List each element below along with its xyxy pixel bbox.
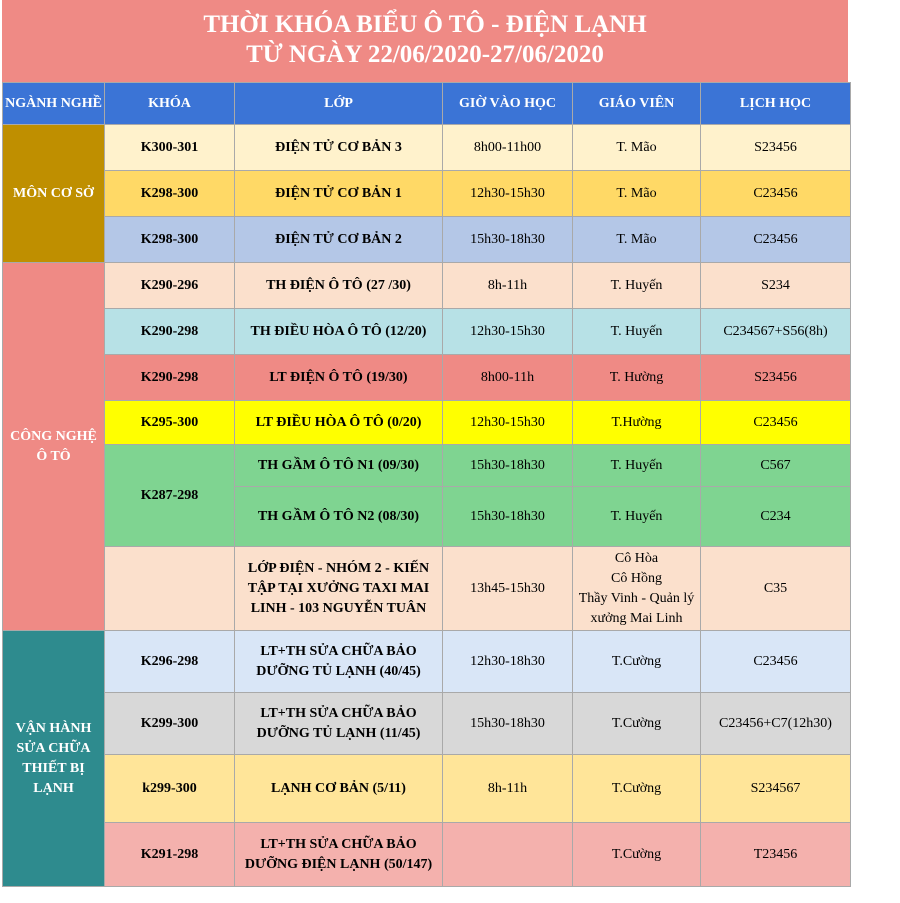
time-cell: 12h30-15h30 <box>443 171 573 217</box>
table-row <box>3 631 851 693</box>
course-cell: K287-298 <box>105 445 235 547</box>
course-cell: K295-300 <box>105 401 235 445</box>
header-nganh-nghe: NGÀNH NGHỀ <box>3 83 105 125</box>
teacher-cell: T. Mão <box>573 125 701 171</box>
teacher-cell: T. Mão <box>573 217 701 263</box>
class-cell: ĐIỆN TỬ CƠ BẢN 3 <box>235 125 443 171</box>
table-row <box>3 823 851 887</box>
schedule-cell: C23456+C7(12h30) <box>701 693 851 755</box>
schedule-cell: S23456 <box>701 125 851 171</box>
class-cell: LT+TH SỬA CHỮA BẢO DƯỠNG ĐIỆN LẠNH (50/147) <box>235 823 443 887</box>
time-cell: 13h45-15h30 <box>443 547 573 631</box>
schedule-cell: S234567 <box>701 755 851 823</box>
timetable <box>2 82 851 887</box>
teacher-cell: T.Cường <box>573 693 701 755</box>
time-cell: 12h30-15h30 <box>443 309 573 355</box>
course-cell: k299-300 <box>105 755 235 823</box>
class-cell: LT+TH SỬA CHỮA BẢO DƯỠNG TỦ LẠNH (11/45) <box>235 693 443 755</box>
course-cell: K290-296 <box>105 263 235 309</box>
title-line-1: THỜI KHÓA BIỂU Ô TÔ - ĐIỆN LẠNH <box>203 11 647 38</box>
teacher-cell: T.Cường <box>573 631 701 693</box>
teacher-cell: T. Huyến <box>573 309 701 355</box>
time-cell: 15h30-18h30 <box>443 487 573 547</box>
time-cell: 15h30-18h30 <box>443 693 573 755</box>
schedule-cell: C234 <box>701 487 851 547</box>
course-cell: K299-300 <box>105 693 235 755</box>
table-row <box>3 355 851 401</box>
teacher-cell: T. Huyến <box>573 263 701 309</box>
class-cell: LT+TH SỬA CHỮA BẢO DƯỠNG TỦ LẠNH (40/45) <box>235 631 443 693</box>
class-cell: LT ĐIỀU HÒA Ô TÔ (0/20) <box>235 401 443 445</box>
teacher-cell: T. Hường <box>573 355 701 401</box>
header-lich-hoc: LỊCH HỌC <box>701 83 851 125</box>
table-row <box>3 401 851 445</box>
class-cell: TH ĐIỀU HÒA Ô TÔ (12/20) <box>235 309 443 355</box>
table-row <box>3 693 851 755</box>
table-row <box>3 547 851 631</box>
table-row <box>3 309 851 355</box>
teacher-cell: T.Cường <box>573 755 701 823</box>
teacher-cell: T. Huyến <box>573 487 701 547</box>
time-cell <box>443 823 573 887</box>
schedule-cell: C23456 <box>701 401 851 445</box>
teacher-cell: T. Mão <box>573 171 701 217</box>
time-cell: 8h00-11h <box>443 355 573 401</box>
schedule-cell: C23456 <box>701 171 851 217</box>
schedule-cell: C35 <box>701 547 851 631</box>
group-cong-nghe-o-to: CÔNG NGHỆ Ô TÔ <box>3 263 105 631</box>
table-row <box>3 263 851 309</box>
schedule-cell: S23456 <box>701 355 851 401</box>
class-cell: LẠNH CƠ BẢN (5/11) <box>235 755 443 823</box>
class-cell: LT ĐIỆN Ô TÔ (19/30) <box>235 355 443 401</box>
group-van-hanh: VẬN HÀNH SỬA CHỮA THIẾT BỊ LẠNH <box>3 631 105 887</box>
teacher-line: Cô Hồng <box>611 570 662 586</box>
title-banner <box>2 0 848 82</box>
teacher-cell: T.Hường <box>573 401 701 445</box>
table-row <box>3 125 851 171</box>
table-row <box>3 755 851 823</box>
class-cell: TH ĐIỆN Ô TÔ (27 /30) <box>235 263 443 309</box>
course-cell <box>105 547 235 631</box>
time-cell: 12h30-15h30 <box>443 401 573 445</box>
course-cell: K298-300 <box>105 171 235 217</box>
teacher-cell: T.Cường <box>573 823 701 887</box>
teacher-cell <box>573 547 701 631</box>
header-lop: LỚP <box>235 83 443 125</box>
time-cell: 8h-11h <box>443 755 573 823</box>
course-cell: K291-298 <box>105 823 235 887</box>
schedule-cell: C23456 <box>701 631 851 693</box>
schedule-cell: T23456 <box>701 823 851 887</box>
class-cell: ĐIỆN TỬ CƠ BẢN 1 <box>235 171 443 217</box>
time-cell: 12h30-18h30 <box>443 631 573 693</box>
teacher-line: Cô Hòa <box>614 550 659 566</box>
schedule-cell: S234 <box>701 263 851 309</box>
table-row <box>3 445 851 487</box>
table-row <box>3 171 851 217</box>
group-mon-co-so: MÔN CƠ SỞ <box>3 125 105 263</box>
header-gio-vao-hoc: GIỜ VÀO HỌC <box>443 83 573 125</box>
header-giao-vien: GIÁO VIÊN <box>573 83 701 125</box>
title-line-2: TỪ NGÀY 22/06/2020-27/06/2020 <box>246 41 604 68</box>
time-cell: 8h00-11h00 <box>443 125 573 171</box>
schedule-cell: C567 <box>701 445 851 487</box>
course-cell: K300-301 <box>105 125 235 171</box>
class-cell: TH GẦM Ô TÔ N2 (08/30) <box>235 487 443 547</box>
table-row <box>3 217 851 263</box>
teacher-cell: T. Huyến <box>573 445 701 487</box>
course-cell: K296-298 <box>105 631 235 693</box>
class-cell: ĐIỆN TỬ CƠ BẢN 2 <box>235 217 443 263</box>
header-row <box>3 83 851 125</box>
teacher-line: Thầy Vinh - Quản lý xưởng Mai Linh <box>578 590 695 626</box>
time-cell: 8h-11h <box>443 263 573 309</box>
course-cell: K290-298 <box>105 309 235 355</box>
course-cell: K290-298 <box>105 355 235 401</box>
schedule-cell: C23456 <box>701 217 851 263</box>
class-cell: TH GẦM Ô TÔ N1 (09/30) <box>235 445 443 487</box>
schedule-cell: C234567+S56(8h) <box>701 309 851 355</box>
class-cell: LỚP ĐIỆN - NHÓM 2 - KIẾN TẬP TẠI XƯỞNG TAXI MAI LINH - 103 NGUYỄN TUÂN <box>235 547 443 631</box>
header-khoa: KHÓA <box>105 83 235 125</box>
time-cell: 15h30-18h30 <box>443 445 573 487</box>
time-cell: 15h30-18h30 <box>443 217 573 263</box>
course-cell: K298-300 <box>105 217 235 263</box>
